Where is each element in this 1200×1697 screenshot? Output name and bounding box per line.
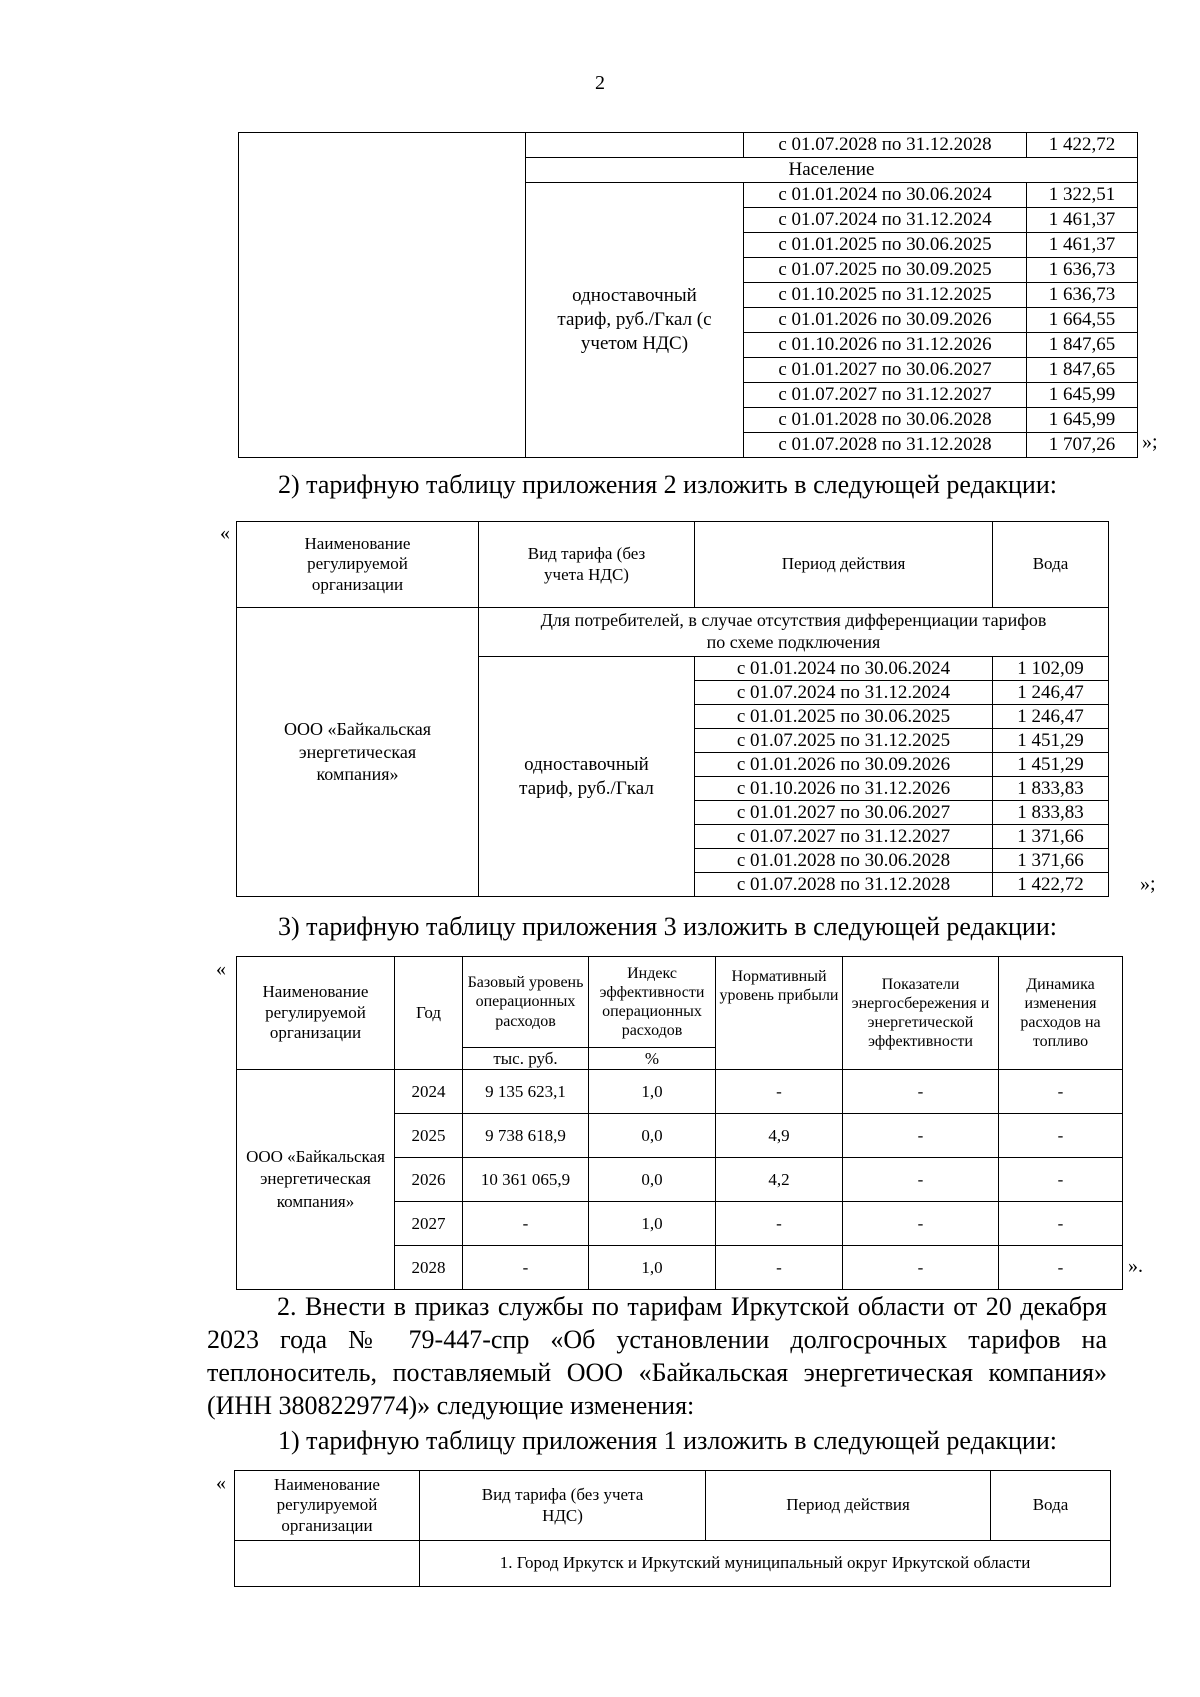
table-1	[238, 132, 1138, 458]
table-3-base: 9 135 623,1	[463, 1070, 589, 1114]
table-1-value: 1 645,99	[1027, 408, 1138, 433]
table-1-period: с 01.01.2025 по 30.06.2025	[744, 233, 1027, 258]
table-2-header: Вид тарифа (без учета НДС)	[479, 522, 695, 608]
table-3-fuel: -	[999, 1246, 1123, 1290]
table-3-year: 2024	[395, 1070, 463, 1114]
table-3-year: 2025	[395, 1114, 463, 1158]
table-3-header: Наименование регулируемой организации	[237, 957, 395, 1070]
table-2-value: 1 451,29	[993, 753, 1109, 777]
heading-2: 2) тарифную таблицу приложения 2 изложить в следующей редакции:	[278, 470, 1057, 499]
table-3-index: 0,0	[589, 1114, 716, 1158]
table-3-index: 1,0	[589, 1070, 716, 1114]
table-4-org-cell	[235, 1541, 420, 1587]
table-3-year: 2028	[395, 1246, 463, 1290]
table-3-header: Базовый уровень операционных расходов	[463, 957, 589, 1048]
table-1-period: с 01.10.2025 по 31.12.2025	[744, 283, 1027, 308]
table-2-value: 1 833,83	[993, 801, 1109, 825]
table-2-tariff-type: одноставочный тариф, руб./Гкал	[479, 657, 695, 897]
table-3-index: 0,0	[589, 1158, 716, 1202]
table-3-profit: -	[716, 1070, 843, 1114]
table-3-energy: -	[843, 1070, 999, 1114]
table-2-period: с 01.01.2027 по 30.06.2027	[695, 801, 993, 825]
table-1-value: 1 707,26	[1027, 433, 1138, 458]
table-3-profit: -	[716, 1246, 843, 1290]
table-1-value: 1 847,65	[1027, 358, 1138, 383]
table-4-header: Период действия	[706, 1471, 991, 1541]
table-2-value: 1 422,72	[993, 873, 1109, 897]
table-1-value: 1 636,73	[1027, 258, 1138, 283]
table-4-header: Вода	[991, 1471, 1111, 1541]
page-number: 2	[595, 72, 605, 94]
table-3-year: 2026	[395, 1158, 463, 1202]
table-3-base: -	[463, 1246, 589, 1290]
table-1-period: с 01.01.2026 по 30.09.2026	[744, 308, 1027, 333]
table-3-base: 10 361 065,9	[463, 1158, 589, 1202]
table-2-value: 1 451,29	[993, 729, 1109, 753]
table-1-period: с 01.01.2028 по 30.06.2028	[744, 408, 1027, 433]
table-2-period: с 01.07.2025 по 31.12.2025	[695, 729, 993, 753]
table-2-value: 1 102,09	[993, 657, 1109, 681]
table-3-unit: тыс. руб.	[463, 1048, 589, 1070]
table-4-header: Вид тарифа (без учета НДС)	[420, 1471, 706, 1541]
table-1-org-cell	[239, 133, 526, 458]
table-3-header: Динамика изменения расходов на топливо	[999, 957, 1123, 1070]
table-2-period: с 01.07.2027 по 31.12.2027	[695, 825, 993, 849]
table-2-value: 1 246,47	[993, 681, 1109, 705]
table-3-index: 1,0	[589, 1202, 716, 1246]
table-1-value: 1 847,65	[1027, 333, 1138, 358]
table-1-closing: »;	[1142, 431, 1158, 453]
table-3-header: Индекс эффективности операционных расходов	[589, 957, 716, 1048]
table-3-header: Год	[395, 957, 463, 1070]
table-3-index: 1,0	[589, 1246, 716, 1290]
table-3-org: ООО «Байкальская энергетическая компания»	[237, 1070, 395, 1290]
table-2-org: ООО «Байкальская энергетическая компания»	[237, 608, 479, 897]
table-1-value: 1 461,37	[1027, 208, 1138, 233]
table-2-period: с 01.07.2028 по 31.12.2028	[695, 873, 993, 897]
table-3-unit: %	[589, 1048, 716, 1070]
table-3-energy: -	[843, 1246, 999, 1290]
table-3-fuel: -	[999, 1070, 1123, 1114]
table-3-energy: -	[843, 1158, 999, 1202]
paragraph-2-text: 2. Внести в приказ службы по тарифам Иркутской области от 20 декабря 2023 года № 79-447-спр «Об установлении долгосрочных тарифов на теплоноситель, поставляемый ООО «Байкальская энергетическая компания» (ИНН 3808229774)» следующие изменения:	[207, 1292, 1107, 1420]
table-2-period: с 01.01.2025 по 30.06.2025	[695, 705, 993, 729]
table-1-period: с 01.01.2027 по 30.06.2027	[744, 358, 1027, 383]
table-2-period: с 01.07.2024 по 31.12.2024	[695, 681, 993, 705]
table-2	[236, 521, 1109, 897]
table-1-period: с 01.07.2027 по 31.12.2027	[744, 383, 1027, 408]
table-3-fuel: -	[999, 1158, 1123, 1202]
table-2-value: 1 371,66	[993, 825, 1109, 849]
table-2-period: с 01.10.2026 по 31.12.2026	[695, 777, 993, 801]
table-1-period: с 01.07.2024 по 31.12.2024	[744, 208, 1027, 233]
table-1-period: с 01.07.2028 по 31.12.2028	[744, 433, 1027, 458]
table-2-closing: »;	[1140, 873, 1156, 895]
table-4-header: Наименование регулируемой организации	[235, 1471, 420, 1541]
table-1-value: 1 645,99	[1027, 383, 1138, 408]
table-1-value: 1 322,51	[1027, 183, 1138, 208]
table-3-profit: 4,9	[716, 1114, 843, 1158]
table-1-value: 1 636,73	[1027, 283, 1138, 308]
table-3-profit: 4,2	[716, 1158, 843, 1202]
table-2-value: 1 371,66	[993, 849, 1109, 873]
table-3-base: -	[463, 1202, 589, 1246]
table-1-period: с 01.10.2026 по 31.12.2026	[744, 333, 1027, 358]
table-1-period: с 01.01.2024 по 30.06.2024	[744, 183, 1027, 208]
table-2-header: Наименование регулируемой организации	[237, 522, 479, 608]
table-2-value: 1 833,83	[993, 777, 1109, 801]
table-1-value: 1 422,72	[1027, 133, 1138, 158]
table-2-header: Период действия	[695, 522, 993, 608]
table-1-group-label: Население	[526, 158, 1138, 183]
table-4-open-quote: «	[216, 1472, 226, 1494]
table-4	[234, 1470, 1111, 1587]
table-2-open-quote: «	[220, 522, 230, 544]
table-3-fuel: -	[999, 1202, 1123, 1246]
heading-3: 3) тарифную таблицу приложения 3 изложить в следующей редакции:	[278, 912, 1057, 941]
table-3-energy: -	[843, 1202, 999, 1246]
table-2-period: с 01.01.2026 по 30.09.2026	[695, 753, 993, 777]
table-3-energy: -	[843, 1114, 999, 1158]
table-2-period: с 01.01.2024 по 30.06.2024	[695, 657, 993, 681]
table-3-closing: ».	[1128, 1255, 1143, 1277]
table-2-header: Вода	[993, 522, 1109, 608]
table-3	[236, 956, 1123, 1290]
table-2-group-label: Для потребителей, в случае отсутствия дифференциации тарифов по схеме подключения	[479, 608, 1109, 657]
table-1-empty-cell	[526, 133, 744, 158]
heading-4: 1) тарифную таблицу приложения 1 изложить в следующей редакции:	[278, 1426, 1057, 1455]
table-1-period: с 01.07.2025 по 30.09.2025	[744, 258, 1027, 283]
table-3-year: 2027	[395, 1202, 463, 1246]
table-3-open-quote: «	[216, 958, 226, 980]
table-4-group-label: 1. Город Иркутск и Иркутский муниципальный округ Иркутской области	[420, 1541, 1111, 1587]
table-2-value: 1 246,47	[993, 705, 1109, 729]
table-1-tariff-type: одноставочный тариф, руб./Гкал (с учетом НДС)	[526, 183, 744, 458]
table-3-header: Нормативный уровень прибыли	[716, 957, 843, 1070]
table-2-period: с 01.01.2028 по 30.06.2028	[695, 849, 993, 873]
table-3-profit: -	[716, 1202, 843, 1246]
paragraph-2	[207, 1290, 1107, 1422]
table-3-base: 9 738 618,9	[463, 1114, 589, 1158]
table-1-value: 1 664,55	[1027, 308, 1138, 333]
table-3-fuel: -	[999, 1114, 1123, 1158]
table-3-header: Показатели энергосбережения и энергетической эффективности	[843, 957, 999, 1070]
table-1-period: с 01.07.2028 по 31.12.2028	[744, 133, 1027, 158]
table-1-value: 1 461,37	[1027, 233, 1138, 258]
